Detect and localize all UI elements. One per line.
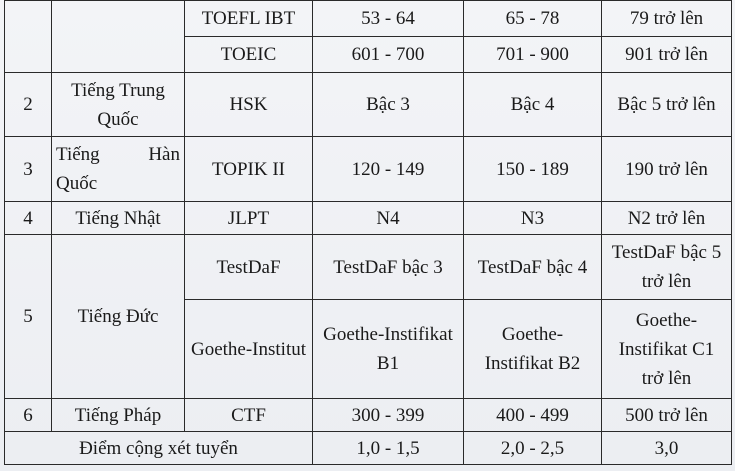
language-cell: Tiếng Pháp bbox=[52, 399, 185, 432]
level-c-cell: Goethe-Instifikat C1 trở lên bbox=[602, 300, 732, 399]
level-b-cell: Bậc 4 bbox=[464, 73, 602, 137]
certificate-cell: CTF bbox=[185, 399, 313, 432]
level-a-cell: Goethe-Instifikat B1 bbox=[313, 300, 464, 399]
bonus-row bbox=[5, 432, 732, 465]
certificate-cell: JLPT bbox=[185, 202, 313, 235]
language-cell: Tiếng Trung Quốc bbox=[52, 73, 185, 137]
level-b-cell: 65 - 78 bbox=[464, 1, 602, 37]
level-a-cell: 120 - 149 bbox=[313, 137, 464, 202]
table-row bbox=[5, 235, 732, 300]
level-c-cell: 79 trở lên bbox=[602, 1, 732, 37]
level-b-cell: 400 - 499 bbox=[464, 399, 602, 432]
row-number-cell: 3 bbox=[5, 137, 52, 202]
level-a-cell: 601 - 700 bbox=[313, 37, 464, 73]
level-a-cell: Bậc 3 bbox=[313, 73, 464, 137]
level-b-cell: 701 - 900 bbox=[464, 37, 602, 73]
certificate-cell: HSK bbox=[185, 73, 313, 137]
level-c-cell: 190 trở lên bbox=[602, 137, 732, 202]
level-a-cell: 300 - 399 bbox=[313, 399, 464, 432]
language-cell: Tiếng Nhật bbox=[52, 202, 185, 235]
certificate-cell: Goethe-Institut bbox=[185, 300, 313, 399]
level-b-cell: 150 - 189 bbox=[464, 137, 602, 202]
language-certificate-table bbox=[4, 0, 732, 465]
table-row bbox=[5, 399, 732, 432]
certificate-cell: TOEFL IBT bbox=[185, 1, 313, 37]
level-b-cell: Goethe-Instifikat B2 bbox=[464, 300, 602, 399]
level-c-cell: 500 trở lên bbox=[602, 399, 732, 432]
language-cell: Tiếng Hàn Quốc bbox=[52, 137, 185, 202]
certificate-cell: TOEIC bbox=[185, 37, 313, 73]
table-row bbox=[5, 73, 732, 137]
level-a-cell: TestDaF bậc 3 bbox=[313, 235, 464, 300]
bonus-label-cell: Điểm cộng xét tuyển bbox=[5, 432, 313, 465]
bonus-level-a-cell: 1,0 - 1,5 bbox=[313, 432, 464, 465]
level-a-cell: N4 bbox=[313, 202, 464, 235]
certificate-cell: TOPIK II bbox=[185, 137, 313, 202]
level-b-cell: N3 bbox=[464, 202, 602, 235]
table-row bbox=[5, 1, 732, 37]
level-a-cell: 53 - 64 bbox=[313, 1, 464, 37]
row-number-cell: 5 bbox=[5, 235, 52, 399]
level-c-cell: 901 trở lên bbox=[602, 37, 732, 73]
table-row bbox=[5, 202, 732, 235]
certificate-cell: TestDaF bbox=[185, 235, 313, 300]
row-number-cell: 2 bbox=[5, 73, 52, 137]
level-c-cell: Bậc 5 trở lên bbox=[602, 73, 732, 137]
bonus-level-c-cell: 3,0 bbox=[602, 432, 732, 465]
language-cell bbox=[52, 1, 185, 73]
level-b-cell: TestDaF bậc 4 bbox=[464, 235, 602, 300]
level-c-cell: N2 trở lên bbox=[602, 202, 732, 235]
row-number-cell: 4 bbox=[5, 202, 52, 235]
row-number-cell: 6 bbox=[5, 399, 52, 432]
language-cell: Tiếng Đức bbox=[52, 235, 185, 399]
level-c-cell: TestDaF bậc 5 trở lên bbox=[602, 235, 732, 300]
row-number-cell bbox=[5, 1, 52, 73]
bonus-level-b-cell: 2,0 - 2,5 bbox=[464, 432, 602, 465]
table-row bbox=[5, 137, 732, 202]
